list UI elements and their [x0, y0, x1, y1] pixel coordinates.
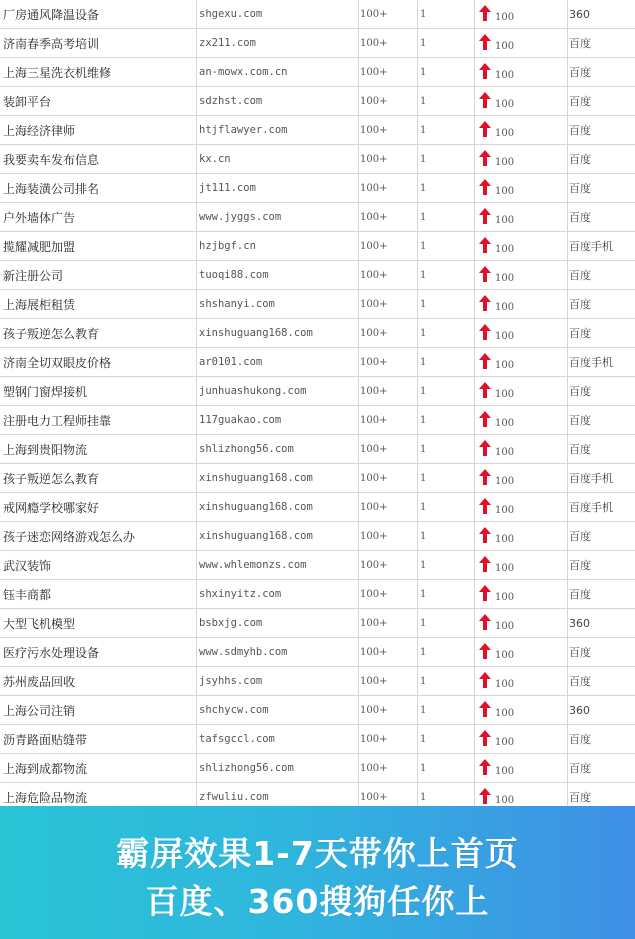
rank-cell: 1: [418, 348, 475, 376]
keyword-cell: 孩子叛逆怎么教育: [0, 319, 197, 347]
table-row: [0, 696, 635, 725]
engine-cell: 百度: [569, 762, 591, 775]
engine-cell: 360: [569, 616, 590, 630]
rank-cell: 1: [418, 725, 475, 753]
table-row: [0, 87, 635, 116]
up-arrow-icon: [479, 92, 491, 108]
table-row: [0, 406, 635, 435]
current-rank-cell: [475, 754, 568, 782]
current-rank-cell: [475, 638, 568, 666]
table-row: [0, 667, 635, 696]
current-rank-value: 100: [495, 794, 515, 806]
current-rank-cell: [475, 725, 568, 753]
table-row: [0, 174, 635, 203]
index-cell: 100+: [359, 522, 418, 550]
index-cell: 100+: [359, 667, 418, 695]
keyword-cell: 户外墙体广告: [0, 203, 197, 231]
current-rank-value: 100: [495, 330, 515, 342]
rank-cell: 1: [418, 580, 475, 608]
up-arrow-icon: [479, 730, 491, 746]
keyword-cell: 新注册公司: [0, 261, 197, 289]
site-cell: www.whlemonzs.com: [197, 551, 359, 579]
table-row: [0, 754, 635, 783]
current-rank-value: 100: [495, 272, 515, 284]
index-cell: 100+: [359, 638, 418, 666]
index-cell: 100+: [359, 783, 418, 811]
index-cell: 100+: [359, 580, 418, 608]
up-arrow-icon: [479, 469, 491, 485]
engine-cell: 百度: [569, 66, 591, 79]
current-rank-cell: [475, 522, 568, 550]
keyword-cell: 上海到贵阳物流: [0, 435, 197, 463]
engine-cell: 百度手机: [569, 240, 613, 253]
rank-cell: 1: [418, 0, 475, 28]
index-cell: 100+: [359, 348, 418, 376]
up-arrow-icon: [479, 759, 491, 775]
current-rank-value: 100: [495, 475, 515, 487]
up-arrow-icon: [479, 237, 491, 253]
engine-cell: 百度: [569, 327, 591, 340]
index-cell: 100+: [359, 435, 418, 463]
keyword-cell: 上海危险品物流: [0, 783, 197, 811]
current-rank-cell: [475, 116, 568, 144]
rank-cell: 1: [418, 493, 475, 521]
keyword-cell: 武汉装饰: [0, 551, 197, 579]
keyword-cell: 塑钢门窗焊接机: [0, 377, 197, 405]
engine-cell: 百度手机: [569, 356, 613, 369]
engine-cell: 百度: [569, 646, 591, 659]
current-rank-value: 100: [495, 98, 515, 110]
engine-cell: 百度: [569, 182, 591, 195]
table-row: [0, 522, 635, 551]
rank-cell: 1: [418, 319, 475, 347]
current-rank-cell: [475, 377, 568, 405]
up-arrow-icon: [479, 672, 491, 688]
rank-cell: 1: [418, 203, 475, 231]
engine-cell: 百度: [569, 588, 591, 601]
keyword-cell: 上海装潢公司排名: [0, 174, 197, 202]
up-arrow-icon: [479, 788, 491, 804]
current-rank-cell: [475, 58, 568, 86]
site-cell: zx211.com: [197, 29, 359, 57]
current-rank-cell: [475, 493, 568, 521]
site-cell: shchycw.com: [197, 696, 359, 724]
rank-cell: 1: [418, 116, 475, 144]
site-cell: shgexu.com: [197, 0, 359, 28]
table-row: [0, 609, 635, 638]
up-arrow-icon: [479, 150, 491, 166]
rank-cell: 1: [418, 145, 475, 173]
current-rank-value: 100: [495, 678, 515, 690]
index-cell: 100+: [359, 261, 418, 289]
up-arrow-icon: [479, 179, 491, 195]
current-rank-value: 100: [495, 11, 515, 23]
keyword-cell: 上海展柜租赁: [0, 290, 197, 318]
keyword-cell: 钰丰商都: [0, 580, 197, 608]
up-arrow-icon: [479, 440, 491, 456]
index-cell: 100+: [359, 725, 418, 753]
engine-cell: 百度: [569, 791, 591, 804]
current-rank-value: 100: [495, 649, 515, 661]
table-row: [0, 203, 635, 232]
index-cell: 100+: [359, 754, 418, 782]
engine-cell: 百度: [569, 269, 591, 282]
current-rank-cell: [475, 232, 568, 260]
site-cell: shshanyi.com: [197, 290, 359, 318]
up-arrow-icon: [479, 34, 491, 50]
table-row: [0, 377, 635, 406]
keyword-cell: 戒网瘾学校哪家好: [0, 493, 197, 521]
site-cell: an-mowx.com.cn: [197, 58, 359, 86]
current-rank-value: 100: [495, 417, 515, 429]
current-rank-value: 100: [495, 620, 515, 632]
rank-cell: 1: [418, 232, 475, 260]
keyword-cell: 注册电力工程师挂靠: [0, 406, 197, 434]
site-cell: htjflawyer.com: [197, 116, 359, 144]
rank-cell: 1: [418, 377, 475, 405]
current-rank-value: 100: [495, 707, 515, 719]
up-arrow-icon: [479, 266, 491, 282]
engine-cell: 百度: [569, 733, 591, 746]
index-cell: 100+: [359, 232, 418, 260]
site-cell: jt111.com: [197, 174, 359, 202]
rank-cell: 1: [418, 522, 475, 550]
engine-cell: 百度: [569, 153, 591, 166]
up-arrow-icon: [479, 5, 491, 21]
rank-cell: 1: [418, 435, 475, 463]
keyword-cell: 沥青路面贴缝带: [0, 725, 197, 753]
current-rank-value: 100: [495, 446, 515, 458]
site-cell: bsbxjg.com: [197, 609, 359, 637]
table-row: [0, 290, 635, 319]
engine-cell: 百度: [569, 298, 591, 311]
site-cell: xinshuguang168.com: [197, 319, 359, 347]
rank-cell: 1: [418, 87, 475, 115]
current-rank-value: 100: [495, 127, 515, 139]
site-cell: kx.cn: [197, 145, 359, 173]
engine-cell: 百度: [569, 675, 591, 688]
rank-cell: 1: [418, 29, 475, 57]
current-rank-cell: [475, 145, 568, 173]
keyword-cell: 济南春季高考培训: [0, 29, 197, 57]
current-rank-value: 100: [495, 156, 515, 168]
current-rank-value: 100: [495, 736, 515, 748]
current-rank-cell: [475, 464, 568, 492]
table-row: [0, 435, 635, 464]
rank-cell: 1: [418, 406, 475, 434]
rank-cell: 1: [418, 290, 475, 318]
index-cell: 100+: [359, 406, 418, 434]
table-row: [0, 145, 635, 174]
site-cell: 117guakao.com: [197, 406, 359, 434]
up-arrow-icon: [479, 208, 491, 224]
up-arrow-icon: [479, 643, 491, 659]
site-cell: www.sdmyhb.com: [197, 638, 359, 666]
current-rank-value: 100: [495, 359, 515, 371]
site-cell: shxinyitz.com: [197, 580, 359, 608]
site-cell: jsyhhs.com: [197, 667, 359, 695]
current-rank-value: 100: [495, 504, 515, 516]
rank-cell: 1: [418, 261, 475, 289]
keyword-cell: 揽耀减肥加盟: [0, 232, 197, 260]
keyword-cell: 装卸平台: [0, 87, 197, 115]
current-rank-cell: [475, 696, 568, 724]
engine-cell: 百度: [569, 124, 591, 137]
table-row: [0, 58, 635, 87]
site-cell: xinshuguang168.com: [197, 493, 359, 521]
up-arrow-icon: [479, 63, 491, 79]
current-rank-value: 100: [495, 214, 515, 226]
index-cell: 100+: [359, 377, 418, 405]
current-rank-value: 100: [495, 533, 515, 545]
site-cell: sdzhst.com: [197, 87, 359, 115]
engine-cell: 百度: [569, 211, 591, 224]
index-cell: 100+: [359, 145, 418, 173]
index-cell: 100+: [359, 58, 418, 86]
index-cell: 100+: [359, 87, 418, 115]
site-cell: junhuashukong.com: [197, 377, 359, 405]
up-arrow-icon: [479, 121, 491, 137]
site-cell: xinshuguang168.com: [197, 522, 359, 550]
current-rank-cell: [475, 203, 568, 231]
site-cell: ar0101.com: [197, 348, 359, 376]
rank-cell: 1: [418, 58, 475, 86]
up-arrow-icon: [479, 353, 491, 369]
up-arrow-icon: [479, 556, 491, 572]
keyword-cell: 济南全切双眼皮价格: [0, 348, 197, 376]
up-arrow-icon: [479, 701, 491, 717]
current-rank-value: 100: [495, 562, 515, 574]
index-cell: 100+: [359, 29, 418, 57]
engine-cell: 360: [569, 703, 590, 717]
keyword-cell: 上海公司注销: [0, 696, 197, 724]
rank-cell: 1: [418, 174, 475, 202]
table-row: [0, 261, 635, 290]
current-rank-value: 100: [495, 388, 515, 400]
index-cell: 100+: [359, 319, 418, 347]
engine-cell: 360: [569, 7, 590, 21]
table-row: [0, 348, 635, 377]
rank-cell: 1: [418, 464, 475, 492]
keyword-cell: 我要卖车发布信息: [0, 145, 197, 173]
current-rank-cell: [475, 261, 568, 289]
index-cell: 100+: [359, 696, 418, 724]
keyword-cell: 上海经济律师: [0, 116, 197, 144]
engine-cell: 百度: [569, 414, 591, 427]
engine-cell: 百度: [569, 95, 591, 108]
current-rank-cell: [475, 0, 568, 28]
current-rank-cell: [475, 667, 568, 695]
index-cell: 100+: [359, 464, 418, 492]
keyword-cell: 医疗污水处理设备: [0, 638, 197, 666]
up-arrow-icon: [479, 382, 491, 398]
keyword-cell: 孩子迷恋网络游戏怎么办: [0, 522, 197, 550]
current-rank-value: 100: [495, 185, 515, 197]
keyword-cell: 上海到成都物流: [0, 754, 197, 782]
engine-cell: 百度: [569, 559, 591, 572]
index-cell: 100+: [359, 0, 418, 28]
table-row: [0, 232, 635, 261]
keyword-cell: 孩子叛逆怎么教育: [0, 464, 197, 492]
up-arrow-icon: [479, 324, 491, 340]
keyword-cell: 厂房通风降温设备: [0, 0, 197, 28]
current-rank-cell: [475, 435, 568, 463]
table-row: [0, 116, 635, 145]
up-arrow-icon: [479, 614, 491, 630]
rank-cell: 1: [418, 609, 475, 637]
table-row: [0, 493, 635, 522]
site-cell: shlizhong56.com: [197, 754, 359, 782]
current-rank-cell: [475, 348, 568, 376]
current-rank-cell: [475, 609, 568, 637]
table-row: [0, 29, 635, 58]
up-arrow-icon: [479, 498, 491, 514]
site-cell: hzjbgf.cn: [197, 232, 359, 260]
site-cell: tafsgccl.com: [197, 725, 359, 753]
index-cell: 100+: [359, 116, 418, 144]
site-cell: zfwuliu.com: [197, 783, 359, 811]
engine-cell: 百度手机: [569, 501, 613, 514]
current-rank-cell: [475, 319, 568, 347]
site-cell: shlizhong56.com: [197, 435, 359, 463]
index-cell: 100+: [359, 551, 418, 579]
current-rank-value: 100: [495, 591, 515, 603]
table-row: [0, 580, 635, 609]
promo-banner: [0, 806, 635, 939]
engine-cell: 百度: [569, 443, 591, 456]
index-cell: 100+: [359, 174, 418, 202]
index-cell: 100+: [359, 203, 418, 231]
site-cell: tuoqi88.com: [197, 261, 359, 289]
rank-cell: 1: [418, 551, 475, 579]
keyword-cell: 大型飞机模型: [0, 609, 197, 637]
engine-cell: 百度: [569, 37, 591, 50]
rank-cell: 1: [418, 638, 475, 666]
engine-cell: 百度: [569, 530, 591, 543]
table-row: [0, 725, 635, 754]
current-rank-cell: [475, 406, 568, 434]
engine-cell: 百度手机: [569, 472, 613, 485]
site-cell: www.jyggs.com: [197, 203, 359, 231]
table-row: [0, 551, 635, 580]
up-arrow-icon: [479, 527, 491, 543]
current-rank-value: 100: [495, 69, 515, 81]
current-rank-cell: [475, 290, 568, 318]
rank-cell: 1: [418, 783, 475, 811]
index-cell: 100+: [359, 493, 418, 521]
rank-cell: 1: [418, 696, 475, 724]
current-rank-value: 100: [495, 40, 515, 52]
up-arrow-icon: [479, 411, 491, 427]
keyword-cell: 上海三星洗衣机维修: [0, 58, 197, 86]
current-rank-value: 100: [495, 243, 515, 255]
rank-cell: 1: [418, 667, 475, 695]
current-rank-cell: [475, 551, 568, 579]
table-row: [0, 319, 635, 348]
table-row: [0, 638, 635, 667]
index-cell: 100+: [359, 609, 418, 637]
current-rank-value: 100: [495, 301, 515, 313]
current-rank-cell: [475, 580, 568, 608]
up-arrow-icon: [479, 585, 491, 601]
banner-headline: 霸屏效果1-7天带你上首页: [116, 834, 519, 873]
table-row: [0, 464, 635, 493]
current-rank-cell: [475, 87, 568, 115]
current-rank-cell: [475, 174, 568, 202]
banner-subline: 百度、360搜狗任你上: [145, 882, 490, 921]
current-rank-cell: [475, 29, 568, 57]
current-rank-value: 100: [495, 765, 515, 777]
table-row: [0, 0, 635, 29]
rank-cell: 1: [418, 754, 475, 782]
keyword-cell: 苏州废品回收: [0, 667, 197, 695]
site-cell: xinshuguang168.com: [197, 464, 359, 492]
index-cell: 100+: [359, 290, 418, 318]
up-arrow-icon: [479, 295, 491, 311]
engine-cell: 百度: [569, 385, 591, 398]
